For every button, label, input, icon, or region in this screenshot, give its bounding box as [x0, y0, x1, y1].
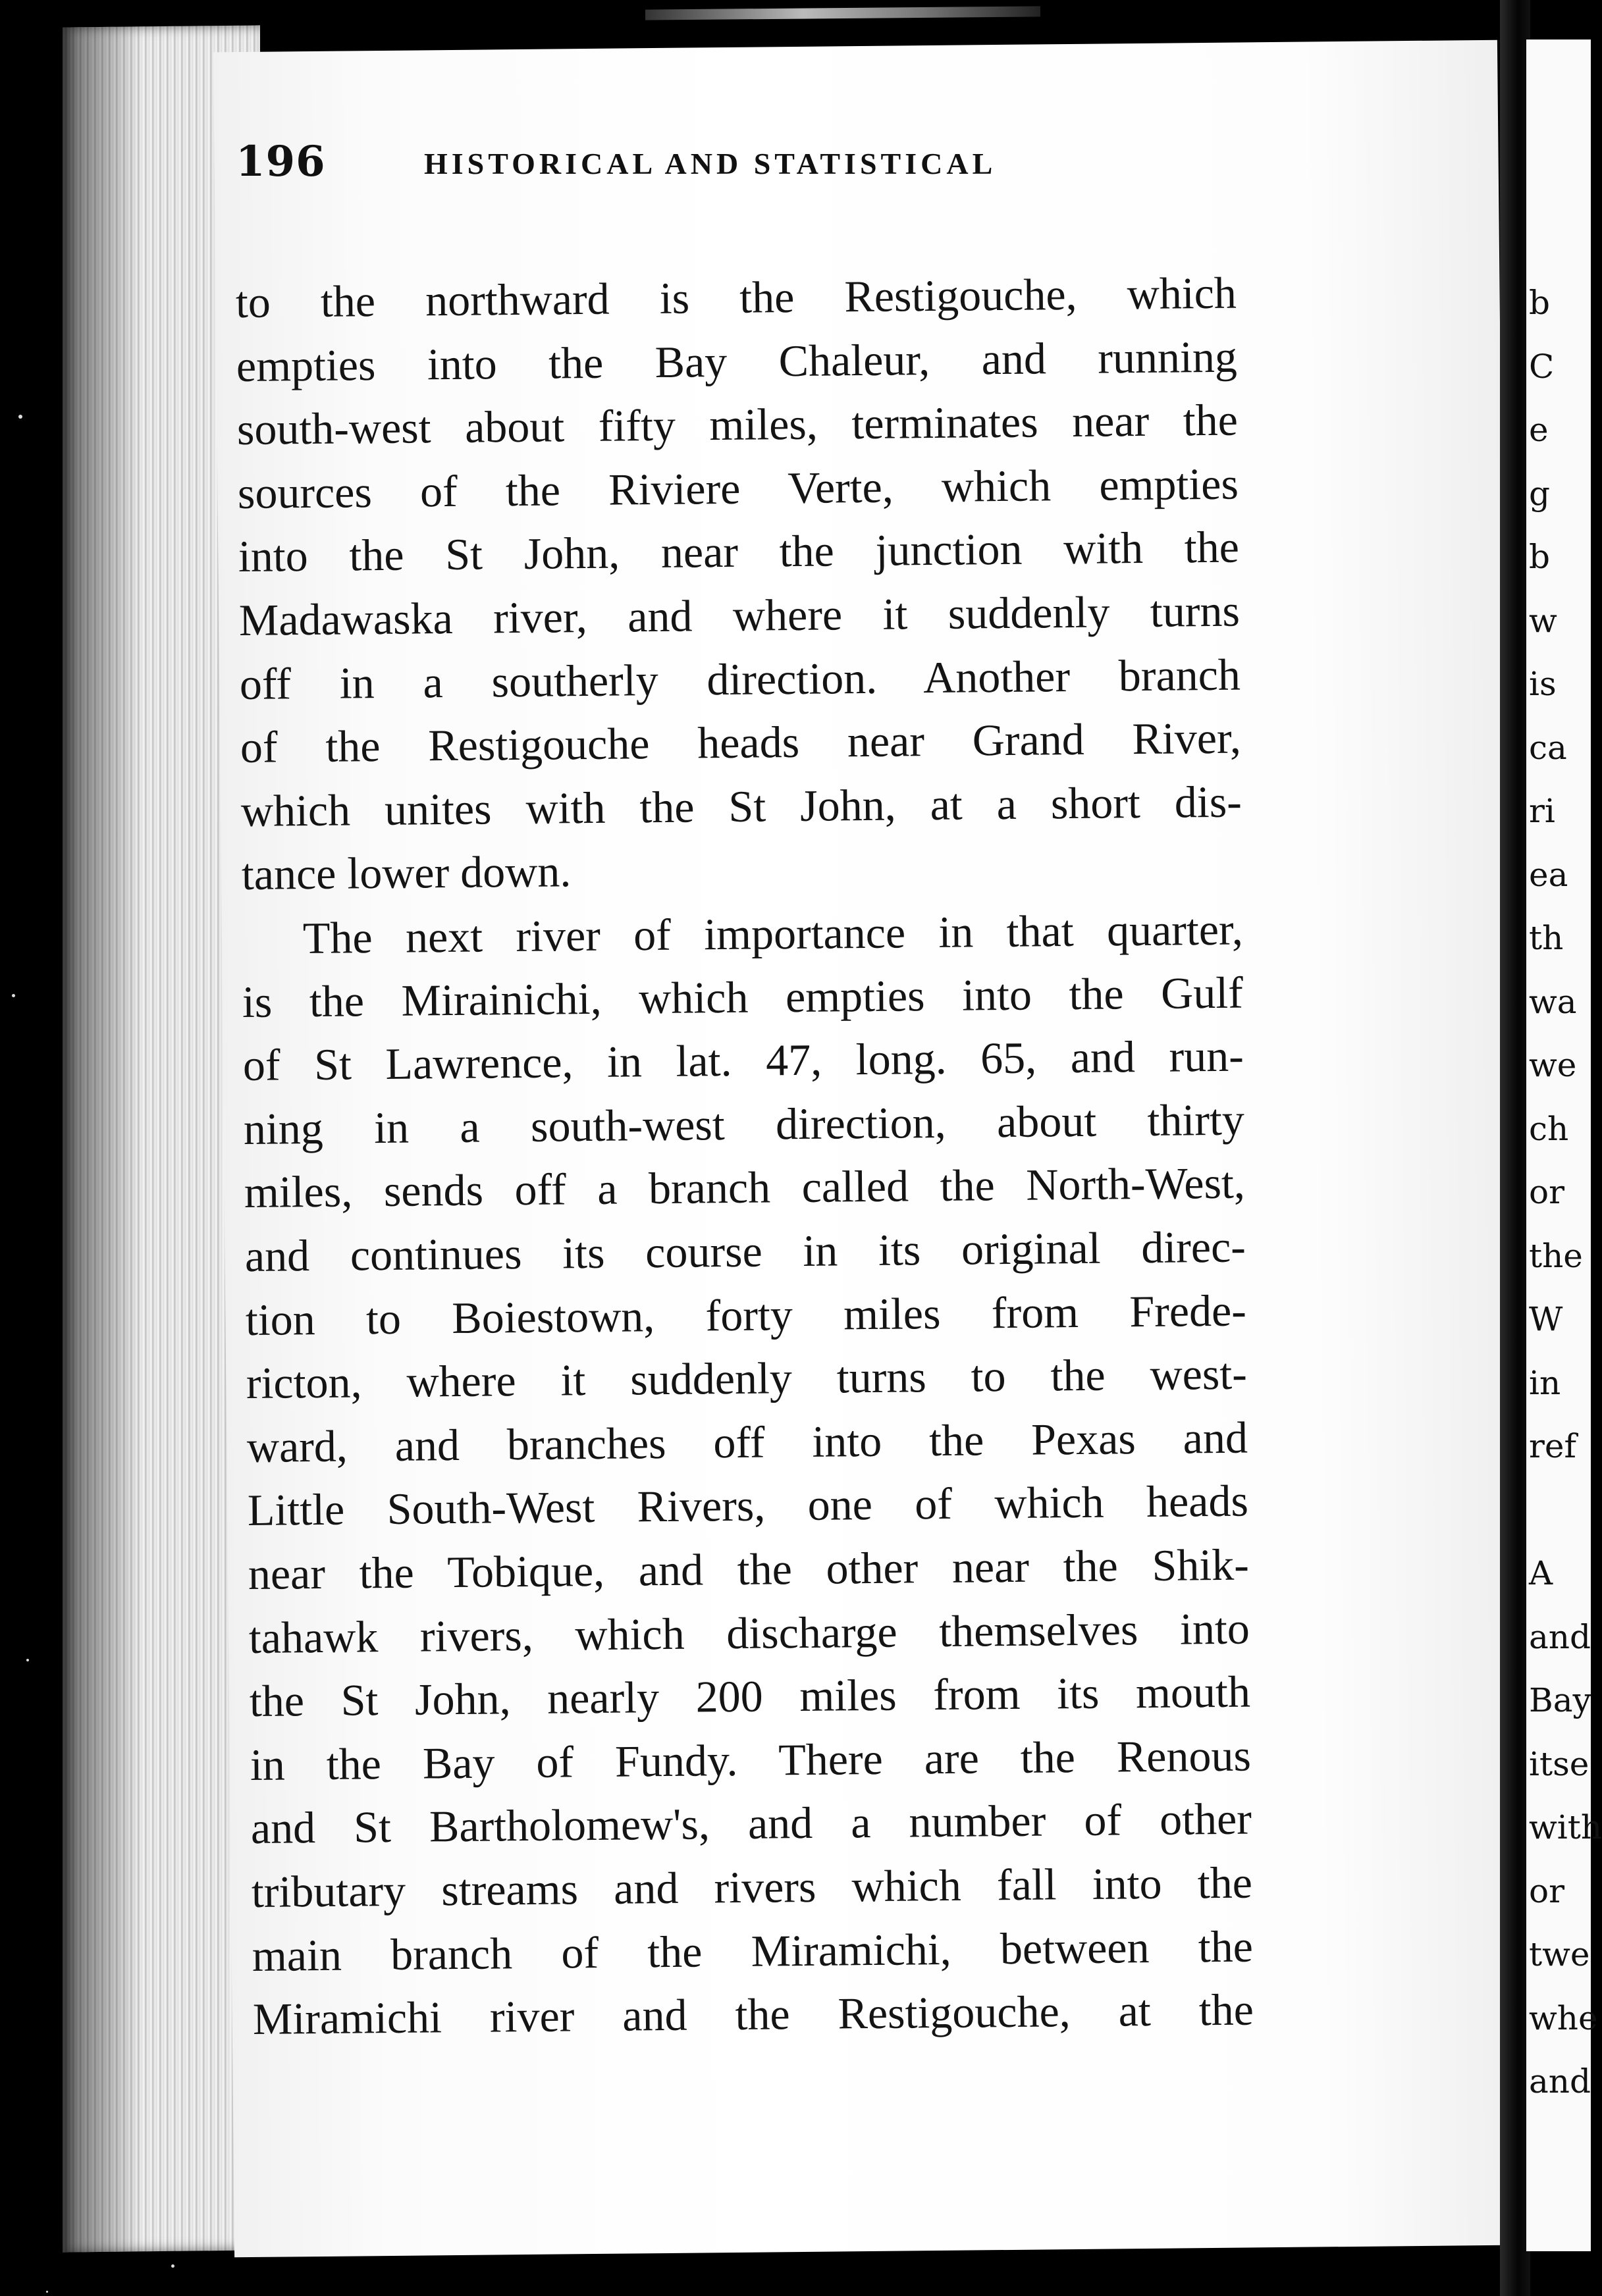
- facing-page-fragment: whe: [1529, 1998, 1598, 2037]
- facing-page-fragment: itse: [1529, 1744, 1589, 1783]
- facing-page-fragment: ch: [1529, 1109, 1569, 1148]
- scan-speck: [18, 415, 22, 419]
- facing-page-fragment: we: [1529, 1046, 1577, 1084]
- text-line: near the Tobique, and the other near the Shik-: [248, 1539, 1250, 1599]
- text-line: ward, and branches off into the Pexas and: [246, 1412, 1248, 1472]
- page-number: 196: [236, 137, 326, 186]
- facing-page-fragment: or: [1529, 1871, 1565, 1910]
- text-line: into the St John, near the junction with the: [238, 521, 1240, 582]
- facing-page-fragment: twe: [1529, 1935, 1590, 1973]
- text-line: miles, sends off a branch called the North-West,: [244, 1157, 1246, 1218]
- text-line: tion to Boiestown, forty miles from Frede-: [245, 1285, 1247, 1345]
- facing-page-fragment: and: [1529, 2062, 1591, 2100]
- facing-page-fragment: Bay: [1529, 1681, 1591, 1719]
- text-line: which unites with the St John, at a short dis-: [240, 776, 1242, 836]
- facing-page-fragment: W: [1529, 1300, 1563, 1338]
- text-line: tributary streams and rivers which fall into the: [251, 1857, 1252, 1917]
- text-line: to the northward is the Restigouche, which: [235, 267, 1237, 327]
- facing-page: [1526, 39, 1602, 2251]
- facing-page-fragment: ca: [1529, 728, 1567, 767]
- text-line: is the Mirainichi, which empties into the Gulf: [242, 967, 1244, 1027]
- facing-page-fragment: b: [1529, 538, 1551, 576]
- facing-page-fragment: is: [1529, 665, 1557, 703]
- text-line: of St Lawrence, in lat. 47, long. 65, and run-: [242, 1030, 1244, 1091]
- facing-page-fragment: th: [1529, 919, 1564, 957]
- facing-page-fragment: w: [1529, 601, 1557, 640]
- facing-page-fragment: A: [1529, 1554, 1553, 1592]
- facing-page-fragment: the: [1529, 1236, 1583, 1275]
- running-head: [236, 137, 1289, 203]
- facing-page-fragment: in: [1529, 1363, 1561, 1402]
- text-line: Little South-West Rivers, one of which heads: [247, 1475, 1249, 1536]
- facing-page-fragment: or: [1529, 1173, 1565, 1211]
- text-line: in the Bay of Fundy. There are the Renous: [250, 1730, 1252, 1790]
- scan-speck: [12, 994, 15, 997]
- facing-page-fragment: b: [1529, 284, 1551, 322]
- text-line: and continues its course in its original direc-: [244, 1221, 1246, 1281]
- text-line: empties into the Bay Chaleur, and running: [236, 331, 1238, 391]
- facing-page-fragment: ri: [1529, 792, 1555, 830]
- text-line: of the Restigouche heads near Grand River,: [240, 712, 1241, 773]
- scan-speck: [171, 2264, 174, 2268]
- facing-page-fragment: g: [1529, 474, 1551, 513]
- text-line: south-west about fifty miles, terminates near the: [236, 394, 1239, 455]
- text-line: Madawaska river, and where it suddenly turns: [238, 585, 1240, 645]
- facing-page-fragment: wa: [1529, 982, 1577, 1021]
- facing-page-fragment: e: [1529, 411, 1549, 449]
- text-line: off in a southerly direction. Another branch: [239, 649, 1241, 709]
- text-line: and St Bartholomew's, and a number of other: [250, 1793, 1252, 1854]
- text-line: main branch of the Miramichi, between the: [252, 1921, 1253, 1981]
- facing-page-fragment: ref: [1529, 1427, 1576, 1465]
- text-line: The next river of importance in that quarter,: [302, 904, 1243, 963]
- facing-page-fragment: and: [1529, 1617, 1591, 1656]
- facing-page-fragment: with: [1529, 1808, 1602, 1846]
- facing-page-fragment: ea: [1529, 855, 1568, 894]
- text-line: tahawk rivers, which discharge themselves into: [248, 1603, 1250, 1663]
- text-line: the St John, nearly 200 miles from its mouth: [249, 1666, 1251, 1727]
- text-line: ning in a south-west direction, about thirty: [243, 1094, 1245, 1154]
- text-line: sources of the Riviere Verte, which empties: [237, 458, 1239, 518]
- scan-speck: [26, 1659, 29, 1661]
- text-line: tance lower down.: [241, 846, 572, 900]
- scan-speck: [46, 2291, 48, 2293]
- facing-page-fragment: C: [1529, 347, 1555, 386]
- text-line: Miramichi river and the Restigouche, at the: [252, 1984, 1254, 2045]
- running-title: HISTORICAL AND STATISTICAL: [424, 147, 997, 180]
- text-line: ricton, where it suddenly turns to the west-: [246, 1348, 1248, 1409]
